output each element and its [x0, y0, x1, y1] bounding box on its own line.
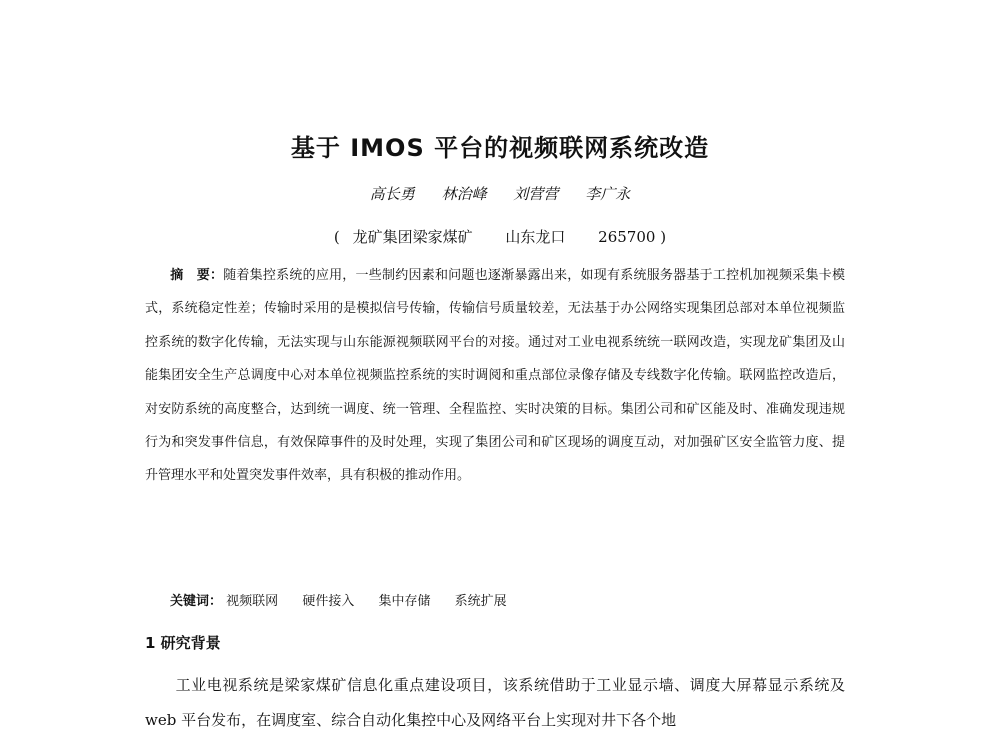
author-name: 林治峰: [441, 185, 487, 203]
paper-title: 基于 IMOS 平台的视频联网系统改造: [290, 134, 710, 162]
author-name: 刘营营: [513, 185, 559, 203]
affiliation-org: 龙矿集团梁家煤矿: [352, 228, 473, 246]
author-list: [0, 183, 1000, 204]
keywords: [170, 590, 850, 609]
abstract: [145, 259, 845, 493]
keyword: 集中存储: [378, 594, 431, 609]
section-heading: 1 研究背景: [145, 634, 221, 652]
keyword: 系统扩展: [454, 594, 507, 609]
affiliation: [0, 226, 1000, 247]
abstract-text: 随着集控系统的应用，一些制约因素和问题也逐渐暴露出来，如现有系统服务器基于工控机加视频采集卡模式，系统稳定性差；传输时采用的是模拟信号传输，传输信号质量较差，无法基于办公网络实现集团总部对本单位视频监控系统的数字化传输，无法实现与山东能源视频联网平台的对接。通过对工业电视系统统一联网改造，实现龙矿集团及山能集团安全生产总调度中心对本单位视频监控系统的实时调阅和重点部位录像存储及专线数字化传输。联网监控改造后，对安防系统的高度整合，达到统一调度、统一管理、全程监控、实时决策的目标。集团公司和矿区能及时、准确发现违规行为和突发事件信息，有效保障事件的及时处理，实现了集团公司和矿区现场的调度互动，对加强矿区安全监管力度、提升管理水平和处置突发事件效率，具有积极的推动作用。: [145, 268, 845, 484]
section-body-text: [145, 668, 845, 738]
affiliation-open-paren: (: [333, 228, 340, 246]
affiliation-place: 山东龙口: [505, 228, 566, 246]
keyword: 硬件接入: [302, 594, 355, 609]
author-name: 李广永: [585, 185, 631, 203]
keyword: 视频联网: [226, 594, 279, 609]
affiliation-postcode: 265700: [598, 228, 656, 246]
paragraph-text: 工业电视系统是梁家煤矿信息化重点建设项目，该系统借助于工业显示墙、调度大屏幕显示系统及 web 平台发布，在调度室、综合自动化集控中心及网络平台上实现对井下各个地: [145, 676, 845, 729]
keywords-label: 关键词：: [170, 594, 223, 609]
author-name: 高长勇: [369, 185, 415, 203]
affiliation-close-paren: ): [660, 228, 667, 246]
abstract-label: 摘 要：: [170, 268, 224, 283]
